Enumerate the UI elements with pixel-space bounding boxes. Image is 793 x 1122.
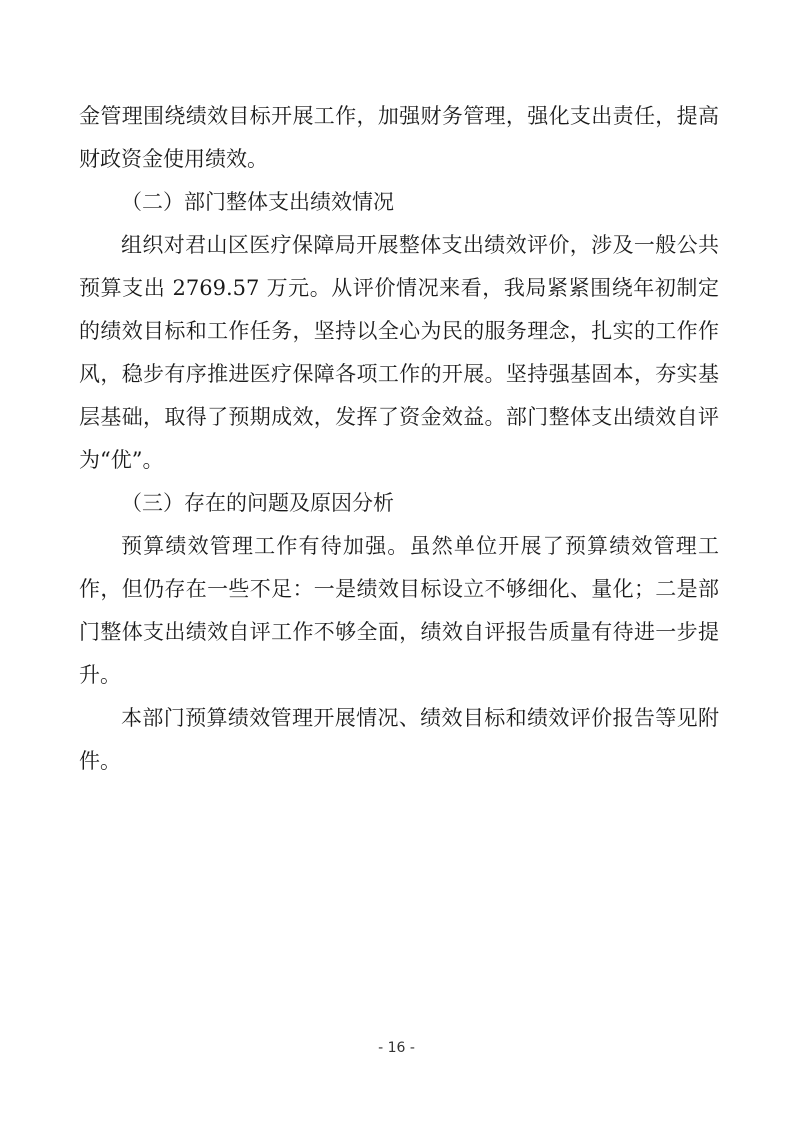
overall-evaluation-paragraph: 组织对君山区医疗保障局开展整体支出绩效评价，涉及一般公共预算支出 2769.57 万元。从评价情况来看，我局紧紧围绕年初制定的绩效目标和工作任务，坚持以全心为民的服务理念，扎实的工作作风，稳步有序推进医疗保障各项工作的开展。坚持强基固本，夯实基层基础，取得了预期成效，发挥了资金效益。部门整体支出绩效自评为“优”。 (79, 233, 719, 472)
document-body (79, 95, 719, 783)
section-heading-problems: （三）存在的问题及原因分析 (121, 491, 394, 515)
section-heading-overall-performance: （二）部门整体支出绩效情况 (121, 190, 394, 214)
attachment-note-paragraph: 本部门预算绩效管理开展情况、绩效目标和绩效评价报告等见附件。 (79, 706, 719, 773)
continuation-paragraph: 金管理围绕绩效目标开展工作，加强财务管理，强化支出责任，提高财政资金使用绩效。 (79, 104, 719, 171)
problems-paragraph: 预算绩效管理工作有待加强。虽然单位开展了预算绩效管理工作，但仍存在一些不足：一是绩效目标设立不够细化、量化；二是部门整体支出绩效自评工作不够全面，绩效自评报告质量有待进一步提升。 (79, 534, 719, 687)
page-number: - 16 - (378, 1040, 415, 1056)
